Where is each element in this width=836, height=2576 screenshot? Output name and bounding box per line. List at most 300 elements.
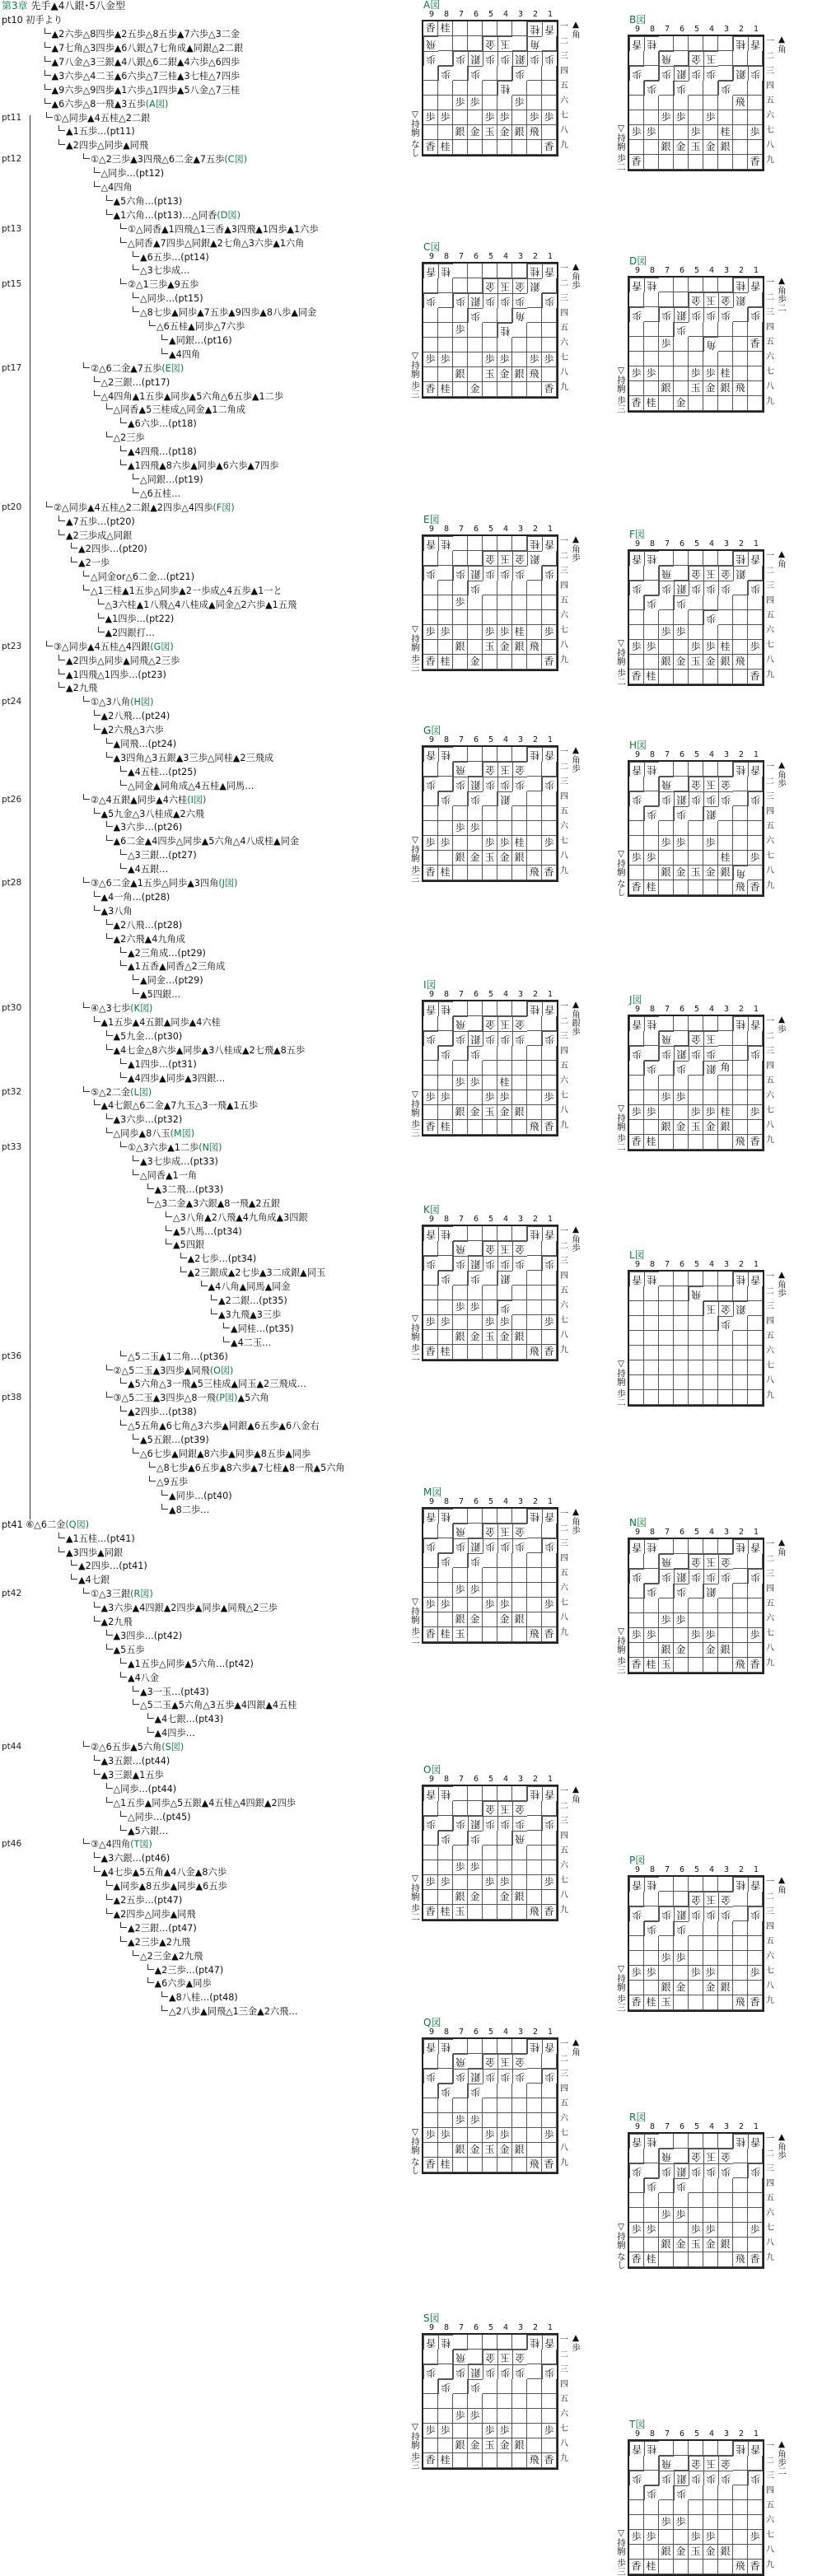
board-square: 金 (497, 1890, 512, 1905)
board-square: 歩 (674, 836, 689, 851)
board-square: 歩 (659, 1090, 674, 1105)
board-square (527, 1816, 542, 1831)
sente-hand: ▲角 (777, 548, 787, 567)
board-square: 香 (629, 396, 644, 411)
board-square (468, 1090, 483, 1105)
variation-line: ▲4二玉… (231, 1337, 272, 1348)
shogi-board (422, 1000, 558, 1136)
board-square (629, 2500, 644, 2515)
board-square (689, 155, 703, 170)
tree-connector (120, 1811, 127, 1817)
board-square: 金 (689, 1031, 703, 1046)
board-square: 桂 (718, 366, 733, 381)
board-square: 金 (483, 36, 497, 51)
board-square (718, 2530, 733, 2545)
board-square: 銀 (718, 381, 733, 396)
board-square: 香 (748, 2252, 763, 2267)
board-square (644, 66, 659, 81)
page-marker: pt15 (2, 279, 22, 290)
board-square: 歩 (674, 2208, 689, 2223)
board-square (659, 880, 674, 895)
diagram-label: F図 (629, 528, 645, 540)
board-square: 香 (748, 155, 763, 170)
board-square (438, 1583, 453, 1598)
board-square (453, 264, 468, 278)
board-square (468, 2128, 483, 2143)
board-square (748, 1643, 763, 1658)
board-square (497, 382, 512, 397)
tree-connector (120, 278, 127, 284)
board-square: 銀 (703, 806, 718, 821)
tree-connector (106, 821, 113, 827)
board-square: 歩 (644, 1584, 659, 1598)
board-square (659, 1921, 674, 1936)
file-labels: 9 8 7 6 5 4 3 2 1 (634, 749, 759, 759)
sente-hand: ▲角歩 (571, 261, 581, 289)
gote-hand: ▽持駒 歩三 (616, 1964, 626, 2012)
board-square: 歩 (659, 625, 674, 640)
board-square: 歩 (644, 851, 659, 866)
variation-line: △6五桂… (140, 488, 181, 499)
board-square (748, 81, 763, 96)
board-square (542, 1801, 557, 1816)
board-square (689, 2485, 703, 2500)
board-square (629, 1061, 644, 1076)
board-square (703, 125, 718, 140)
board-square (497, 1553, 512, 1568)
board-square (512, 1846, 527, 1860)
board-square: 歩 (718, 1316, 733, 1331)
board-square (644, 1046, 659, 1061)
rank-labels: 一 二 三 四 五 六 七 八 九 (766, 2135, 774, 2262)
board-square (733, 1628, 748, 1643)
rank-labels: 一 二 三 四 五 六 七 八 九 (560, 748, 568, 876)
board-square: 歩 (483, 110, 497, 125)
board-square (718, 1584, 733, 1598)
board-square (748, 1301, 763, 1316)
board-square (644, 1316, 659, 1331)
board-square (718, 610, 733, 625)
board-square: 金 (703, 140, 718, 155)
diagram-label: H図 (629, 739, 647, 751)
board-square (468, 264, 483, 278)
board-square (453, 81, 468, 96)
board-square (659, 1331, 674, 1346)
board-square (527, 1538, 542, 1553)
board-square (644, 1951, 659, 1966)
board-square (659, 278, 674, 292)
board-square: 歩 (423, 2128, 438, 2143)
tree-connector (98, 627, 105, 632)
board-square (644, 610, 659, 625)
board-square: 歩 (468, 791, 483, 806)
board-square (497, 610, 512, 625)
board-square (674, 1966, 689, 1981)
board-square (629, 381, 644, 396)
board-square (542, 2084, 557, 2098)
board-square: 香 (542, 21, 557, 36)
variation-line: △同香▲5三桂成△同金▲1二角成 (113, 404, 246, 416)
board-square (527, 836, 542, 851)
board-square (483, 1627, 497, 1642)
board-square (674, 366, 689, 381)
board-square: 金 (718, 777, 733, 791)
board-square (748, 866, 763, 880)
board-square (438, 367, 453, 382)
board-square: 銀 (468, 777, 483, 791)
board-square: 桂 (733, 551, 748, 566)
board-square: 桂 (438, 264, 453, 278)
board-square (703, 2134, 718, 2149)
board-square: 歩 (438, 2424, 453, 2438)
board-square (483, 382, 497, 397)
board-square (468, 1016, 483, 1031)
board-square: 玉 (483, 2438, 497, 2453)
board-square: 金 (512, 2350, 527, 2364)
board-square (512, 1001, 527, 1016)
board-square: 歩 (748, 1906, 763, 1921)
board-square: 歩 (512, 2364, 527, 2379)
board-square (468, 36, 483, 51)
board-square: 桂 (644, 278, 659, 292)
board-square (659, 2560, 674, 2574)
board-square: 香 (542, 382, 557, 397)
rank-labels: 一 二 三 四 五 六 七 八 九 (560, 22, 568, 150)
board-square: 香 (629, 1539, 644, 1554)
board-square (483, 655, 497, 670)
board-square (689, 396, 703, 411)
variation-line: ①△3三銀(R図) (91, 1589, 153, 1600)
diagram-label: P図 (629, 1854, 646, 1866)
board-square (423, 2350, 438, 2364)
page-marker: pt32 (2, 1086, 22, 1097)
board-square (453, 1286, 468, 1300)
board-square: 歩 (659, 1613, 674, 1628)
board-square (483, 806, 497, 821)
board-square (423, 1286, 438, 1300)
board-square: 玉 (689, 655, 703, 670)
board-square: 香 (423, 1509, 438, 1524)
page-marker: pt17 (2, 362, 22, 373)
board-square: 銀 (718, 866, 733, 880)
board-square (438, 1890, 453, 1905)
diagram-reference: (K図) (130, 1003, 153, 1015)
file-labels: 9 8 7 6 5 4 3 2 1 (428, 10, 553, 19)
tree-connector (133, 1950, 139, 1956)
board-square: 銀 (468, 1256, 483, 1271)
board-square: 歩 (629, 1906, 644, 1921)
board-square: 桂 (733, 762, 748, 777)
board-square (423, 595, 438, 610)
board-square (718, 1658, 733, 1673)
board-square: 銀 (468, 2069, 483, 2084)
board-square: 歩 (497, 777, 512, 791)
board-square: 歩 (512, 96, 527, 110)
board-square (659, 125, 674, 140)
board-square (453, 581, 468, 595)
board-square: 香 (748, 762, 763, 777)
rank-labels: 一 二 三 四 五 六 七 八 九 (766, 762, 774, 890)
tree-connector (83, 696, 90, 702)
variation-line: ▲4七銀△6二金▲7九玉△3一飛▲1五歩 (100, 1100, 258, 1112)
board-square: 歩 (629, 1569, 644, 1584)
variation-line: ▲3四歩…(pt42) (113, 1630, 183, 1641)
board-square (718, 821, 733, 836)
board-square (512, 382, 527, 397)
board-square (733, 2456, 748, 2471)
board-square (527, 1286, 542, 1300)
board-square (644, 2515, 659, 2530)
board-square (748, 1892, 763, 1906)
board-square: 香 (542, 140, 557, 155)
page-marker: pt20 (2, 502, 22, 512)
variation-line: ▲2三銀成▲2七歩▲3二成銀▲同玉 (187, 1267, 326, 1279)
page-marker: pt46 (2, 1839, 22, 1850)
shogi-diagram (410, 515, 581, 671)
tree-connector (94, 1866, 100, 1872)
board-square (689, 1076, 703, 1090)
variation-line: ①△同歩▲4五桂△2二銀 (54, 112, 151, 124)
variation-line: ▲7八金△3三銀▲4八銀△6二銀▲4六歩△6四歩 (51, 56, 241, 68)
board-square (423, 1046, 438, 1061)
sente-hand: ▲角 (777, 34, 787, 53)
tree-connector (94, 1602, 100, 1608)
variation-line: ▲3七歩成…(pt33) (140, 1156, 218, 1167)
board-square (438, 1568, 453, 1583)
tree-connector (161, 1504, 168, 1510)
board-square: 飛 (659, 2149, 674, 2163)
board-square: 金 (512, 278, 527, 293)
board-square (703, 96, 718, 110)
board-square (644, 866, 659, 880)
board-square (468, 110, 483, 125)
board-square (512, 791, 527, 806)
board-square (659, 1316, 674, 1331)
board-square (703, 81, 718, 96)
board-square: 桂 (733, 1272, 748, 1286)
board-square (748, 366, 763, 381)
board-square (453, 2128, 468, 2143)
board-square (512, 581, 527, 595)
board-square: 銀 (512, 1105, 527, 1120)
board-square: 飛 (527, 1120, 542, 1135)
board-square (453, 21, 468, 36)
board-square (453, 747, 468, 762)
board-square: 歩 (497, 51, 512, 66)
board-square: 歩 (659, 337, 674, 352)
board-square: 金 (483, 1241, 497, 1256)
board-square: 金 (674, 866, 689, 880)
rank-labels: 一 二 三 四 五 六 七 八 九 (560, 1002, 568, 1130)
variation-line: pt41 ⑥△6二金(Q図) (2, 1519, 90, 1530)
board-square: 金 (689, 566, 703, 581)
board-square: 桂 (733, 1877, 748, 1892)
board-square (689, 1090, 703, 1105)
tree-connector (147, 1964, 154, 1970)
board-square (748, 292, 763, 307)
board-square (733, 352, 748, 366)
board-square (659, 1966, 674, 1981)
variation-line: ▲3四角△3五銀▲3三歩△同桂▲2三飛成 (113, 752, 274, 763)
board-square (733, 2545, 748, 2560)
board-square (483, 1568, 497, 1583)
tree-connector (166, 1225, 172, 1231)
variation-line: ①△同香▲1四飛△1三香▲3四飛▲1四歩▲1六歩 (128, 223, 319, 235)
board-square: 金 (483, 1801, 497, 1816)
board-square: 歩 (468, 1860, 483, 1875)
variation-line: △8七歩▲6五歩▲8六歩▲7七桂▲8一飛▲5六角 (156, 1462, 345, 1473)
board-square (644, 1360, 659, 1375)
sente-hand: ▲角歩二 (777, 276, 787, 312)
board-square: 歩 (453, 1583, 468, 1598)
sente-hand: ▲角 (777, 1537, 787, 1556)
board-square (703, 1921, 718, 1936)
tree-connector (44, 28, 51, 34)
board-square: 香 (542, 1120, 557, 1135)
chapter-subtitle: 先手▲4八銀･5八金型 (30, 0, 125, 12)
board-square (674, 278, 689, 292)
board-square: 香 (423, 536, 438, 551)
board-square: 桂 (733, 2134, 748, 2149)
board-square (733, 1554, 748, 1569)
board-square: 香 (629, 1658, 644, 1673)
tree-connector (106, 1644, 113, 1650)
board-square: 金 (674, 140, 689, 155)
board-square (733, 2530, 748, 2545)
board-square: 歩 (659, 791, 674, 806)
board-square (644, 1375, 659, 1390)
board-square (453, 2424, 468, 2438)
board-square: 歩 (542, 2364, 557, 2379)
file-labels: 9 8 7 6 5 4 3 2 1 (634, 2429, 759, 2438)
board-square (438, 1286, 453, 1300)
board-square (542, 2394, 557, 2409)
tree-connector (166, 1211, 172, 1217)
board-square (468, 278, 483, 293)
board-square (718, 110, 733, 125)
sente-hand: ▲歩 (777, 1014, 787, 1033)
board-square: 飛 (733, 1995, 748, 2010)
board-square (423, 1846, 438, 1860)
variation-line: △同歩…(pt45) (128, 1811, 191, 1822)
board-square (423, 2084, 438, 2098)
board-square (674, 2560, 689, 2574)
board-square: 歩 (748, 1569, 763, 1584)
board-square: 銀 (718, 140, 733, 155)
tree-connector (94, 710, 100, 716)
diagram-label: S図 (423, 2312, 440, 2324)
board-square (733, 640, 748, 655)
board-square (659, 1360, 674, 1375)
board-square (718, 625, 733, 640)
board-square (512, 2128, 527, 2143)
board-square (497, 66, 512, 81)
board-square (674, 2149, 689, 2163)
board-square: 銀 (718, 2545, 733, 2560)
board-square (527, 323, 542, 338)
board-square: 歩 (703, 610, 718, 625)
board-square: 歩 (423, 1875, 438, 1890)
variation-line: ▲2四歩…(pt41) (78, 1561, 147, 1572)
board-square (629, 2193, 644, 2208)
variation-line: ▲3六歩…(pt26) (113, 822, 183, 833)
board-square (674, 2252, 689, 2267)
board-square (733, 1076, 748, 1090)
board-square (748, 1613, 763, 1628)
board-square: 桂 (438, 1509, 453, 1524)
board-square (438, 1031, 453, 1046)
board-square: 飛 (659, 566, 674, 581)
variation-line: ▲1五桂…(pt41) (66, 1533, 135, 1544)
page-marker: pt11 (2, 112, 22, 123)
board-square: 銀 (718, 1120, 733, 1135)
board-square: 歩 (644, 1105, 659, 1120)
board-square (674, 566, 689, 581)
board-square (644, 2238, 659, 2252)
board-square (497, 2409, 512, 2424)
board-square (453, 2335, 468, 2350)
board-square: 金 (468, 1105, 483, 1120)
board-square (468, 1509, 483, 1524)
board-square (483, 1046, 497, 1061)
board-square: 銀 (674, 581, 689, 595)
board-square: 飛 (453, 1524, 468, 1538)
board-square: 歩 (483, 2128, 497, 2143)
board-square (629, 2485, 644, 2500)
variation-line: pt10 初手より (2, 15, 63, 26)
board-square: 歩 (438, 836, 453, 851)
board-square (748, 1031, 763, 1046)
board-square: 香 (423, 1120, 438, 1135)
board-square (527, 1105, 542, 1120)
variation-line: ③△4四角(T図) (91, 1839, 152, 1850)
board-square (423, 1524, 438, 1538)
board-square (512, 1226, 527, 1241)
board-square: 歩 (644, 1966, 659, 1981)
board-square: 歩 (703, 307, 718, 322)
board-square (644, 625, 659, 640)
board-square (542, 1300, 557, 1315)
board-square (468, 1345, 483, 1360)
board-square: 桂 (438, 655, 453, 670)
board-square (423, 66, 438, 81)
board-square (453, 625, 468, 640)
board-square: 歩 (453, 1031, 468, 1046)
board-square (527, 1890, 542, 1905)
variation-line: △5二玉▲1二角…(pt36) (128, 1351, 228, 1362)
board-square (512, 655, 527, 670)
board-square (497, 1509, 512, 1524)
variation-line: ▲2四銀打… (105, 627, 155, 638)
board-square (718, 595, 733, 610)
board-square (629, 1951, 644, 1966)
board-square: 歩 (689, 2223, 703, 2238)
gote-hand: ▽持駒 歩三 (410, 2422, 420, 2470)
file-labels: 9 8 7 6 5 4 3 2 1 (428, 1497, 553, 1507)
board-square: 桂 (438, 1226, 453, 1241)
rank-labels: 一 二 三 四 五 六 七 八 九 (560, 1226, 568, 1355)
board-square: 銀 (674, 1569, 689, 1584)
board-square: 飛 (733, 1135, 748, 1150)
board-square: 香 (629, 2560, 644, 2574)
board-square: 歩 (497, 836, 512, 851)
board-square (733, 2178, 748, 2193)
board-square (703, 2515, 718, 2530)
board-square (674, 821, 689, 836)
board-square (527, 293, 542, 308)
board-square (629, 866, 644, 880)
board-square (659, 396, 674, 411)
